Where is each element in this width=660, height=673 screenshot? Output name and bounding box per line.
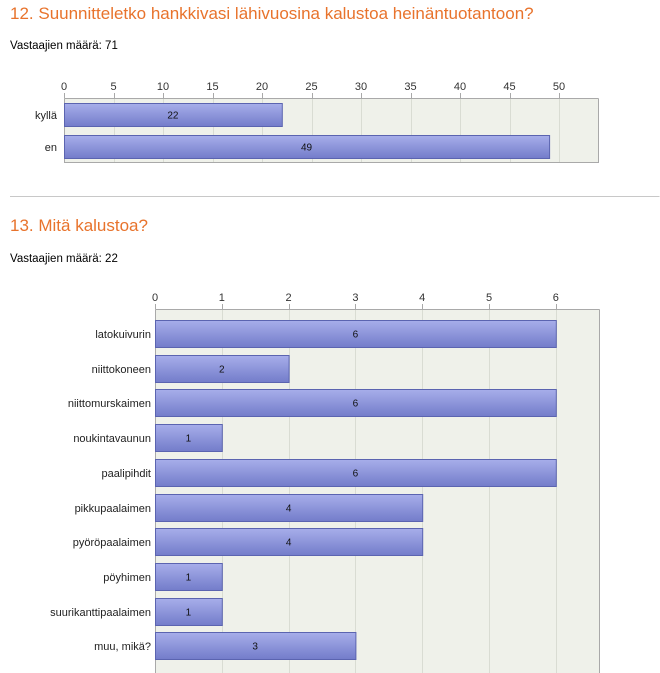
x-tick-label: 0 (151, 292, 159, 304)
respondents-label: Vastaajien määrä: (10, 253, 102, 265)
x-tick-label: 15 (206, 81, 219, 93)
chart-question-12 (35, 81, 599, 163)
question-13-respondents (10, 252, 118, 266)
respondents-count: 22 (105, 253, 118, 265)
x-tick-label: 25 (305, 81, 318, 93)
chart-question-13 (50, 292, 600, 673)
data-label: 1 (185, 607, 192, 619)
x-tick-label: 30 (354, 81, 368, 93)
category-label: pyöröpaalaimen (72, 537, 151, 549)
category-label: paalipihdit (101, 468, 151, 480)
x-tick-label: 3 (352, 292, 359, 304)
x-tick-label: 5 (485, 292, 493, 304)
category-label: latokuivurin (95, 329, 151, 341)
data-label: 4 (285, 503, 292, 515)
x-tick-label: 10 (156, 81, 170, 93)
category-label: pöyhimen (103, 572, 151, 584)
respondents-label: Vastaajien määrä: (10, 40, 102, 52)
data-label: 6 (352, 329, 359, 341)
x-tick-label: 50 (552, 81, 566, 93)
x-tick-label: 2 (285, 292, 292, 304)
data-label: 1 (185, 572, 192, 584)
category-label: suurikanttipaalaimen (50, 607, 151, 619)
category-label: niittokoneen (91, 364, 151, 376)
x-tick-label: 0 (60, 81, 68, 93)
data-label: 49 (300, 142, 313, 154)
x-tick-label: 20 (255, 81, 269, 93)
x-tick-label: 5 (110, 81, 117, 93)
data-label: 3 (252, 641, 258, 653)
category-label: noukintavaunun (73, 433, 151, 445)
x-tick-label: 6 (552, 292, 559, 304)
x-tick-label: 4 (419, 292, 426, 304)
question-13-title: 13. Mitä kalustoa? (10, 216, 148, 235)
respondents-count: 71 (105, 40, 118, 52)
category-label: pikkupaalaimen (74, 503, 151, 515)
x-tick-label: 40 (453, 81, 467, 93)
data-label: 6 (352, 468, 359, 480)
x-tick-label: 1 (218, 292, 225, 304)
data-label: 1 (185, 433, 192, 445)
category-label: kyllä (34, 110, 57, 122)
data-label: 22 (167, 110, 179, 122)
category-label: niittomurskaimen (67, 398, 151, 410)
question-12-title: 12. Suunnitteletko hankkivasi lähivuosina kalustoa heinäntuotantoon? (10, 4, 534, 23)
x-tick-label: 35 (404, 81, 417, 93)
question-12-respondents (10, 39, 118, 53)
data-label: 6 (352, 398, 359, 410)
category-label: en (44, 142, 57, 154)
data-label: 4 (285, 537, 292, 549)
data-label: 2 (219, 364, 225, 376)
x-tick-label: 45 (503, 81, 516, 93)
category-label: muu, mikä? (94, 641, 151, 653)
